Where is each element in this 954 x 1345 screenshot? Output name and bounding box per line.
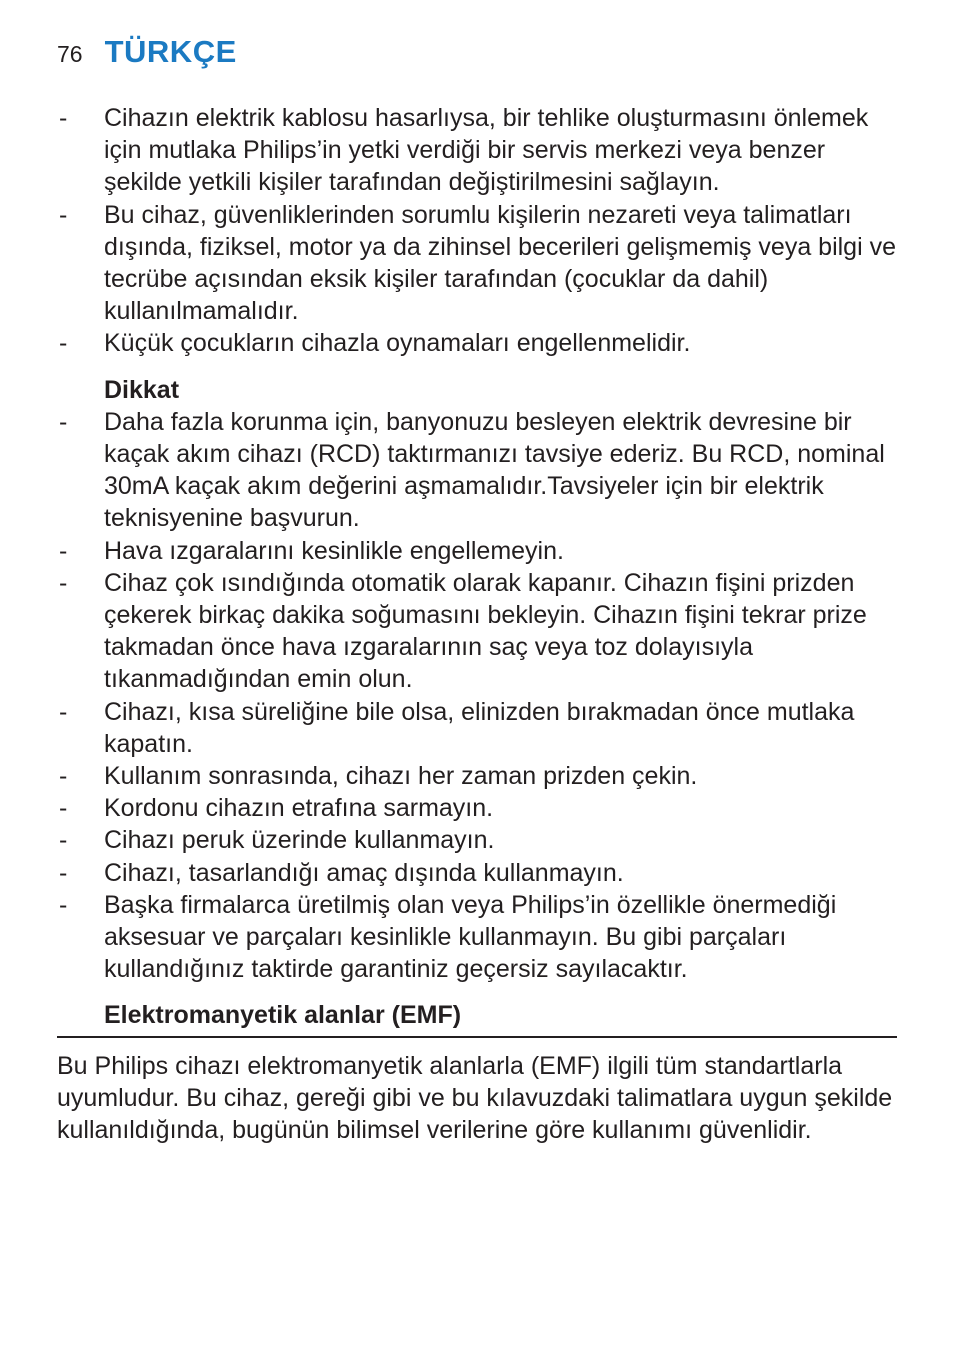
- list-item: - Cihazı, tasarlandığı amaç dışında kullanmayın.: [57, 857, 897, 889]
- list-item: - Cihazın elektrik kablosu hasarlıysa, bir tehlike oluşturmasını önlemek için mutlaka Philips’in yetki verdiği bir servis merkezi veya benzer şekilde yetkili kişiler tarafından değiştirilmesini sağlayın.: [59, 104, 869, 197]
- page-header: [57, 34, 237, 70]
- list-item: - Daha fazla korunma için, banyonuzu besleyen elektrik devresine bir kaçak akım cihazı (RCD) taktırmanızı tavsiye ederiz. Bu RCD, nominal 30mA kaçak akım değerini aşmamalıdır.Tavsiyeler için bir elektrik teknisyenine başvurun.: [59, 407, 885, 533]
- list-item: - Bu cihaz, güvenliklerinden sorumlu kişilerin nezareti veya talimatları dışında, fiziksel, motor ya da zihinsel becerileri gelişmemiş veya bilgi ve tecrübe açısından eksik kişiler tarafından (çocuklar da dahil) kullanılmamalıdır.: [59, 200, 896, 326]
- list-dash: -: [59, 697, 68, 726]
- list-dash: -: [59, 407, 68, 436]
- list-dash: -: [59, 858, 68, 887]
- page-number: 76: [57, 41, 83, 67]
- list-dash: -: [59, 568, 68, 597]
- list-dash: -: [59, 104, 68, 132]
- caution-heading: Dikkat: [104, 375, 180, 404]
- list-item: - Cihazı peruk üzerinde kullanmayın.: [57, 824, 897, 856]
- page-content: [57, 102, 897, 1146]
- list-item: - Kordonu cihazın etrafına sarmayın.: [57, 792, 897, 824]
- list-dash: -: [59, 794, 68, 823]
- list-dash: -: [59, 762, 68, 791]
- caution-list: [57, 406, 897, 986]
- list-item: - Cihazı, kısa süreliğine bile olsa, elinizden bırakmadan önce mutlaka kapatın.: [59, 697, 855, 758]
- emf-paragraph: Bu Philips cihazı elektromanyetik alanlarla (EMF) ilgili tüm standartlarla uyumludur. Bu cihaz, gereği gibi ve bu kılavuzdaki talimatlara uygun şekilde kullanıldığında, bugünün bilimsel verilerine göre kullanımı güvenlidir.: [57, 1051, 893, 1145]
- list-dash: -: [59, 826, 68, 855]
- list-item: - Başka firmalarca üretilmiş olan veya Philips’in özellikle önermediği aksesuar ve parçaları kesinlikle kullanmayın. Bu gibi parçaları kullandığınız taktirde garantiniz geçersiz sayılacaktır.: [59, 890, 837, 984]
- safety-list: [57, 102, 897, 360]
- list-item: - Küçük çocukların cihazla oynamaları engellenmelidir.: [57, 327, 897, 359]
- list-dash: -: [59, 200, 68, 229]
- list-dash: -: [59, 536, 68, 565]
- list-item: - Hava ızgaralarını kesinlikle engellemeyin.: [57, 535, 897, 567]
- list-item: - Kullanım sonrasında, cihazı her zaman prizden çekin.: [57, 760, 897, 792]
- language-title: TÜRKÇE: [104, 34, 237, 69]
- list-item: - Cihaz çok ısındığında otomatik olarak kapanır. Cihazın fişini prizden çekerek birkaç dakika soğumasını bekleyin. Cihazın fişini tekrar prize takmadan önce hava ızgaralarının saç veya toz dolayısıyla tıkanmadığından emin olun.: [59, 568, 867, 694]
- list-dash: -: [59, 329, 68, 358]
- list-dash: -: [59, 890, 68, 919]
- emf-heading: Elektromanyetik alanlar (EMF): [57, 999, 897, 1037]
